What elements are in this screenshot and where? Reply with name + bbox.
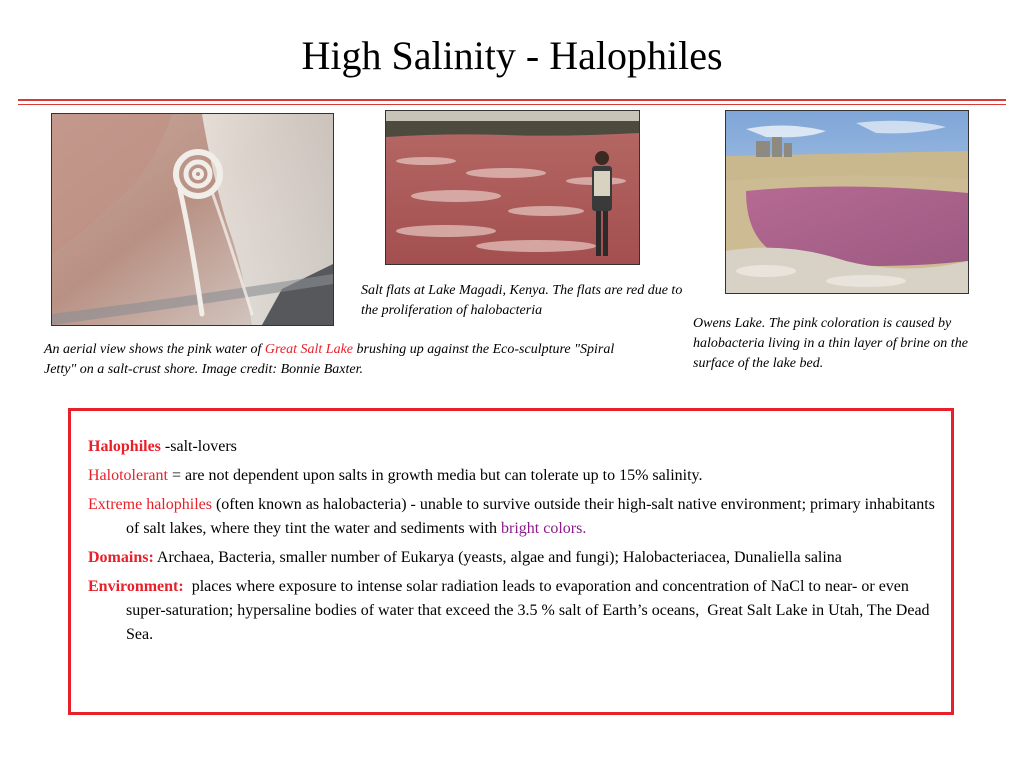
spiral-jetty-caption-rest: brushing up against the Eco-sculpture "Spiral Jetty" on a salt-crust shore. Image credit: Bonnie Baxter. [44, 342, 615, 377]
lake-magadi-caption: Salt flats at Lake Magadi, Kenya. The flats are red due to the proliferation of halobacteria [361, 283, 683, 318]
spiral-jetty-photo [51, 113, 334, 326]
halotolerant-definition: = are not dependent upon salts in growth media but can tolerate up to 15% salinity. [167, 467, 703, 484]
halotolerant-term: Halotolerant [88, 467, 168, 484]
extreme-halophiles-term: Extreme halophiles [88, 496, 212, 513]
environment-term: Environment: [88, 578, 184, 595]
halotolerant-item [88, 464, 940, 488]
halophiles-definition: -salt-lovers [160, 438, 237, 455]
halophiles-item [88, 435, 940, 459]
lake-magadi-photo [385, 110, 640, 265]
lake-magadi-image [386, 111, 639, 264]
great-salt-lake-link[interactable]: Great Salt Lake [264, 342, 354, 357]
environment-definition: places where exposure to intense solar radiation leads to evaporation and concentration of NaCl to near- or even super-saturation; hypersaline bodies of water that exceed the 3.5 % salt of Earth’s oceans, Great Salt Lake in Utah, The Dead Sea. [126, 578, 934, 643]
spiral-jetty-image [52, 114, 333, 325]
owens-lake-photo [725, 110, 969, 294]
spiral-jetty-caption-lead: An aerial view shows the pink water of [44, 342, 265, 357]
owens-lake-image [726, 111, 968, 293]
owens-lake-caption: Owens Lake. The pink coloration is caused by halobacteria living in a thin layer of brine on the surface of the lake bed. [693, 316, 968, 371]
slide-title: High Salinity - Halophiles [301, 33, 723, 78]
title-divider-bottom [18, 104, 1006, 105]
domains-item [88, 546, 940, 570]
domains-definition: Archaea, Bacteria, smaller number of Eukarya (yeasts, algae and fungi); Halobacteriacea, Dunaliella salina [153, 549, 842, 566]
extreme-halophiles-item [88, 493, 940, 541]
halophiles-info-box [68, 408, 954, 715]
domains-term: Domains: [88, 549, 154, 566]
spiral-jetty-caption [44, 340, 644, 380]
extreme-halophiles-definition: (often known as halobacteria) - unable to survive outside their high-salt native environment; primary inhabitants of salt lakes, where they tint the water and sediments with [126, 496, 935, 537]
title-divider-top [18, 99, 1006, 101]
environment-item [88, 575, 940, 647]
bright-colors-highlight: bright colors. [501, 520, 587, 537]
halophiles-term: Halophiles [88, 438, 161, 455]
